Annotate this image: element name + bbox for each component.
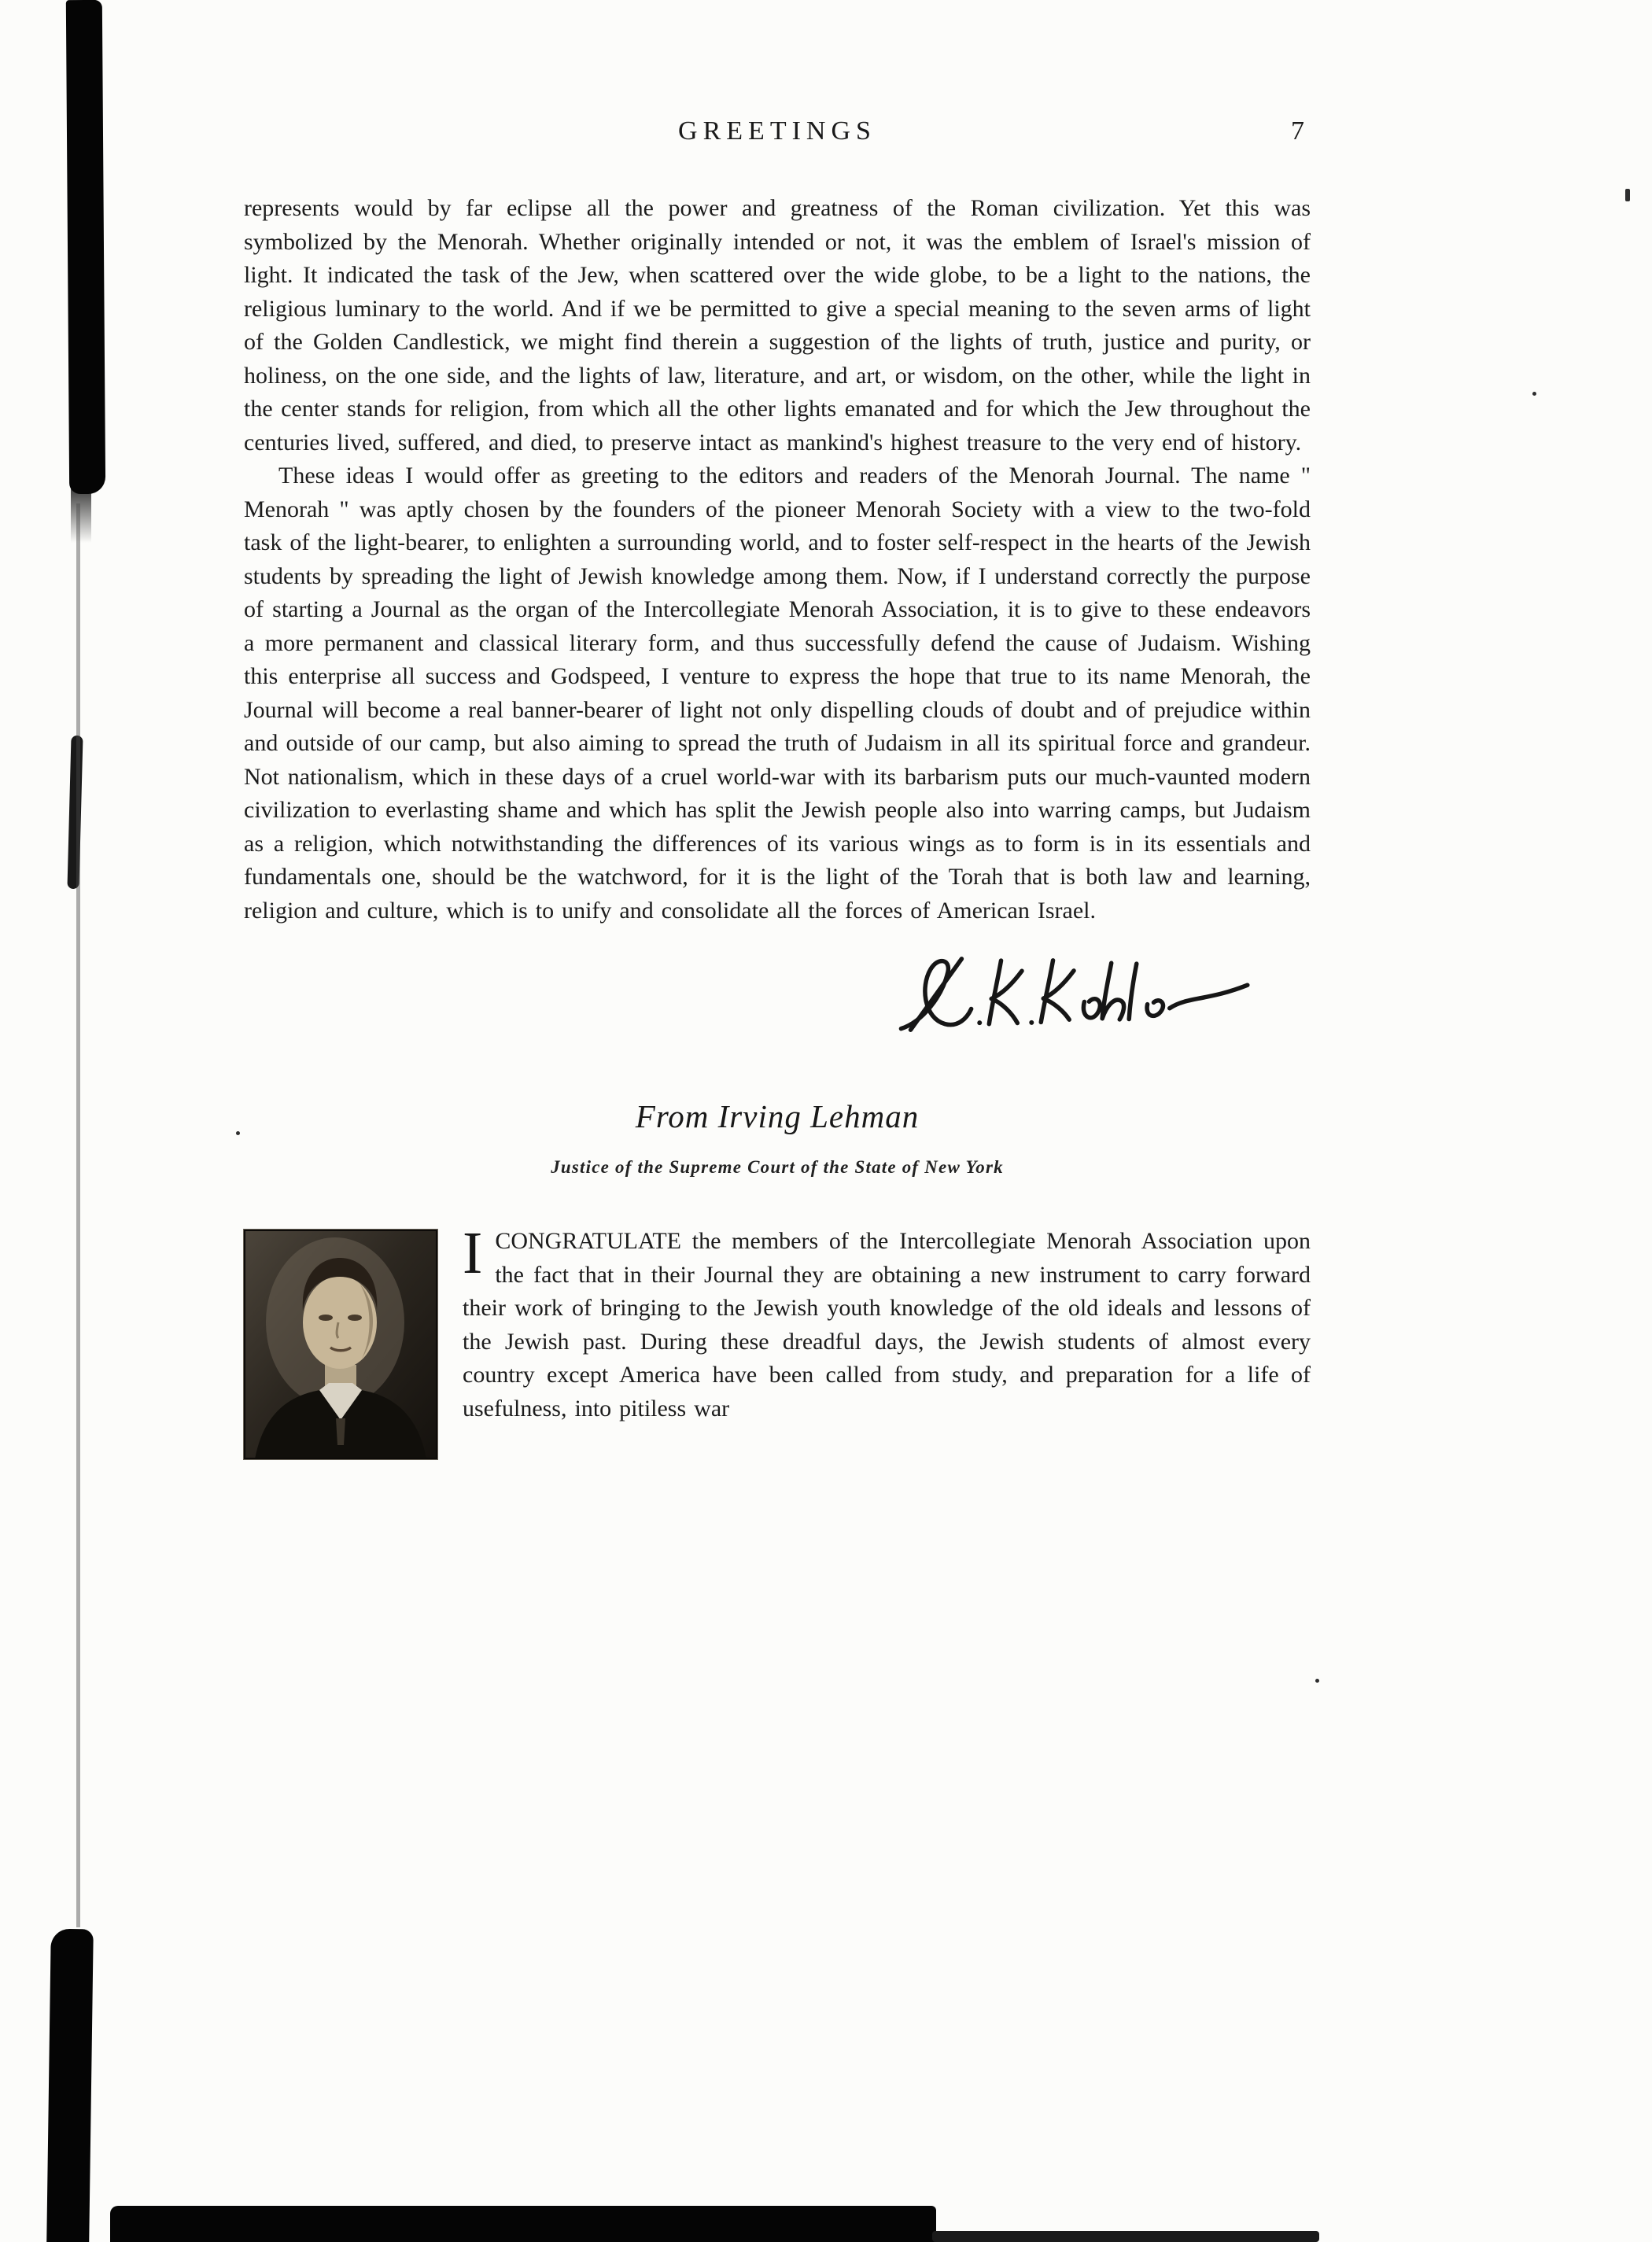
portrait-image [244, 1230, 437, 1459]
scan-binding-streak [67, 736, 83, 889]
lehman-paragraph [244, 1220, 1311, 1425]
scan-speck [236, 1131, 240, 1135]
scan-bottom-bar [110, 2206, 936, 2242]
dropcap-initial: I [463, 1220, 483, 1286]
scan-bottom-bar-thin [932, 2231, 1319, 2242]
section-subheading-lehman: Justice of the Supreme Court of the State of New York [551, 1157, 1004, 1177]
scan-speck [1315, 1679, 1319, 1683]
running-title: GREETINGS [678, 116, 876, 146]
scan-binding-mark-bottom [46, 1929, 94, 2242]
lehman-portrait-photo [244, 1230, 437, 1459]
page-header [244, 116, 1311, 157]
page-content [244, 0, 1311, 1467]
kohler-signature [887, 938, 1257, 1047]
kohler-paragraph-2: These ideas I would offer as greeting to the editors and readers of the Menorah Journal. The name " Menorah " was aptly chosen by the founders of the pioneer Menorah Society with a view to the two-fold task of the light-bearer, to enlighten a surrounding world, and to foster self-respect in the hearts of the Jewish students by spreading the light of Jewish knowledge among them. Now, if I understand correctly the purpose of starting a Journal as the organ of the Intercollegiate Menorah Association, it is to give to these endeavors a more permanent and classical literary form, and thus successfully defend the cause of Judaism. Wishing this enterprise all success and Godspeed, I venture to express the hope that true to its name Menorah, the Journal will become a real banner-bearer of light not only dispelling clouds of doubt and of prejudice within and outside of our camp, but also aiming to spread the truth of Judaism in all its spiritual force and grandeur. Not nationalism, which in these days of a cruel world-war with its barbarism puts our much-vaunted modern civilization to everlasting shame and which has split the Jewish people also into warring camps, but Judaism as a religion, which notwithstanding the differences of its various wings as to form is in its essentials and fundamentals one, should be the watchword, for it is the light of the Torah that is both law and learning, religion and culture, which is to unify and consolidate all the forces of American Israel. [244, 463, 1311, 924]
scan-speck [1532, 392, 1536, 396]
page-number: 7 [1291, 116, 1304, 146]
scan-binding-mark-top [66, 0, 105, 494]
section-heading-lehman: From Irving Lehman [635, 1098, 920, 1134]
scan-binding-line [76, 503, 80, 1927]
scan-speck [1625, 189, 1630, 201]
scan-binding-fade [71, 472, 91, 543]
lehman-paragraph-text: CONGRATULATE the members of the Intercollegiate Menorah Association upon the fact that in their Journal they are obtaining a new instrument to carry forward their work of bringing to the Jewish youth knowledge of the old ideals and lessons of the Jewish past. During these dreadful days, the Jewish students of almost every country except America have been called from study, and preparation for a life of usefulness, into pitiless war [463, 1228, 1311, 1422]
signature-icon [886, 932, 1259, 1053]
kohler-paragraph-1: represents would by far eclipse all the power and greatness of the Roman civilization. Yet this was symbolized by the Menorah. Whether originally intended or not, it was the emblem of Israel's mission of light. It indicated the task of the Jew, when scattered over the wide globe, to be a light to the nations, the religious luminary to the world. And if we be permitted to give a special meaning to the seven arms of light of the Golden Candlestick, we might find therein a suggestion of the lights of truth, justice and purity, or holiness, on the one side, and the lights of law, literature, and art, or wisdom, on the other, while the light in the center stands for religion, from which all the other lights emanated and for which the Jew throughout the centuries lived, suffered, and died, to preserve intact as mankind's highest treasure to the very end of history. [244, 195, 1311, 455]
